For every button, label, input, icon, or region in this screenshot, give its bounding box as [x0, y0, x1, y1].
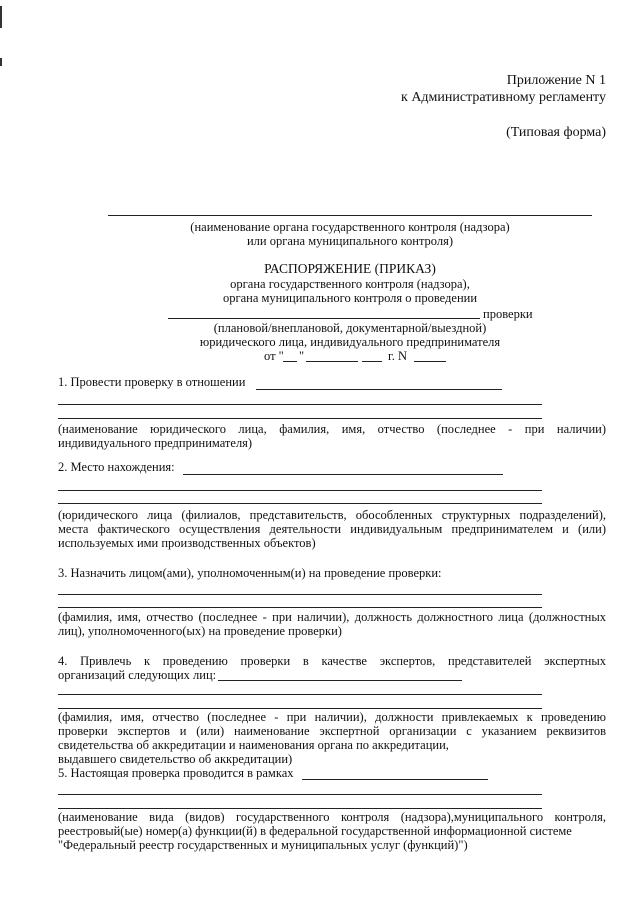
- date-month-field: [306, 361, 358, 362]
- order-title: РАСПОРЯЖЕНИЕ (ПРИКАЗ): [264, 261, 436, 276]
- scan-mark: [0, 58, 2, 66]
- inspection-type-caption: (плановой/внеплановой, документарной/выездной): [213, 321, 487, 335]
- section-5-field: [58, 794, 542, 795]
- order-subtitle: органа государственного контроля (надзора),: [230, 277, 470, 291]
- section-4-field: [58, 708, 542, 709]
- section-1-caption: индивидуального предпринимателя): [58, 436, 253, 450]
- order-subtitle: органа муниципального контроля о проведении: [222, 291, 478, 305]
- section-4-caption: выдавшего свидетельство об аккредитации): [58, 752, 293, 766]
- section-5-caption: (наименование вида (видов) государственного контроля (надзора),муниципального контроля,: [58, 810, 606, 824]
- section-4-field: [218, 680, 462, 681]
- section-1-field: [58, 418, 542, 419]
- section-5-field: [58, 808, 542, 809]
- section-2-caption: (юридического лица (филиалов, представительств, обособленных структурных подразделений),: [58, 508, 606, 522]
- section-2-text: 2. Место нахождения:: [58, 460, 175, 474]
- authority-caption: (наименование органа государственного контроля (надзора): [190, 220, 510, 234]
- section-3-caption: лиц), уполномоченного(ых) на проведение проверки): [58, 624, 342, 638]
- authority-caption: или органа муниципального контроля): [246, 234, 454, 248]
- scan-mark: [0, 6, 2, 28]
- inspection-subject: юридического лица, индивидуального предпринимателя: [199, 335, 501, 349]
- regulation-reference: к Административному регламенту: [401, 90, 606, 105]
- date-prefix: от ": [264, 349, 284, 363]
- authority-name-line: [108, 215, 592, 216]
- section-1-field: [58, 404, 542, 405]
- section-2-field: [58, 490, 542, 491]
- order-number-field: [414, 361, 446, 362]
- inspection-word: проверки: [483, 307, 533, 321]
- section-5-caption: реестровый(ые) номер(а) функции(й) в федеральной государственной информационной системе: [58, 824, 572, 838]
- section-4-field: [58, 694, 542, 695]
- section-4-caption: проверки экспертов и (или) наименование экспертной организации с указанием реквизитов: [58, 724, 606, 738]
- section-2-field: [183, 474, 503, 475]
- section-1-field: [256, 389, 502, 390]
- form-type-label: (Типовая форма): [506, 125, 606, 140]
- section-3-field: [58, 594, 542, 595]
- section-5-field: [302, 779, 488, 780]
- order-number-label: г. N: [388, 349, 407, 363]
- section-3-caption: (фамилия, имя, отчество (последнее - при наличии), должность должностного лица (должностных: [58, 610, 606, 624]
- inspection-type-line: [168, 318, 480, 319]
- section-5-text: 5. Настоящая проверка проводится в рамках: [58, 766, 294, 780]
- section-4-text: организаций следующих лиц:: [58, 668, 217, 682]
- section-4-caption: (фамилия, имя, отчество (последнее - при наличии), должности привлекаемых к проведению: [58, 710, 606, 724]
- section-2-caption: места фактического осуществления деятельности индивидуальным предпринимателем и (или): [58, 522, 606, 536]
- section-4-text: 4. Привлечь к проведению проверки в качестве экспертов, представителей экспертных: [58, 654, 606, 668]
- section-3-field: [58, 607, 542, 608]
- date-year-field: [362, 361, 382, 362]
- appendix-number: Приложение N 1: [506, 73, 606, 88]
- date-quote: ": [299, 349, 305, 363]
- section-1-text: 1. Провести проверку в отношении: [58, 375, 246, 389]
- section-3-text: 3. Назначить лицом(ами), уполномоченным(и) на проведение проверки:: [58, 566, 442, 580]
- section-1-caption: (наименование юридического лица, фамилия, имя, отчество (последнее - при наличии): [58, 422, 606, 436]
- section-5-caption: "Федеральный реестр государственных и муниципальных услуг (функций)"): [58, 838, 468, 852]
- section-2-caption: используемых ими производственных объектов): [58, 536, 316, 550]
- section-4-caption: свидетельства об аккредитации и наименования органа по аккредитации,: [58, 738, 449, 752]
- date-day-field: [283, 361, 297, 362]
- section-2-field: [58, 503, 542, 504]
